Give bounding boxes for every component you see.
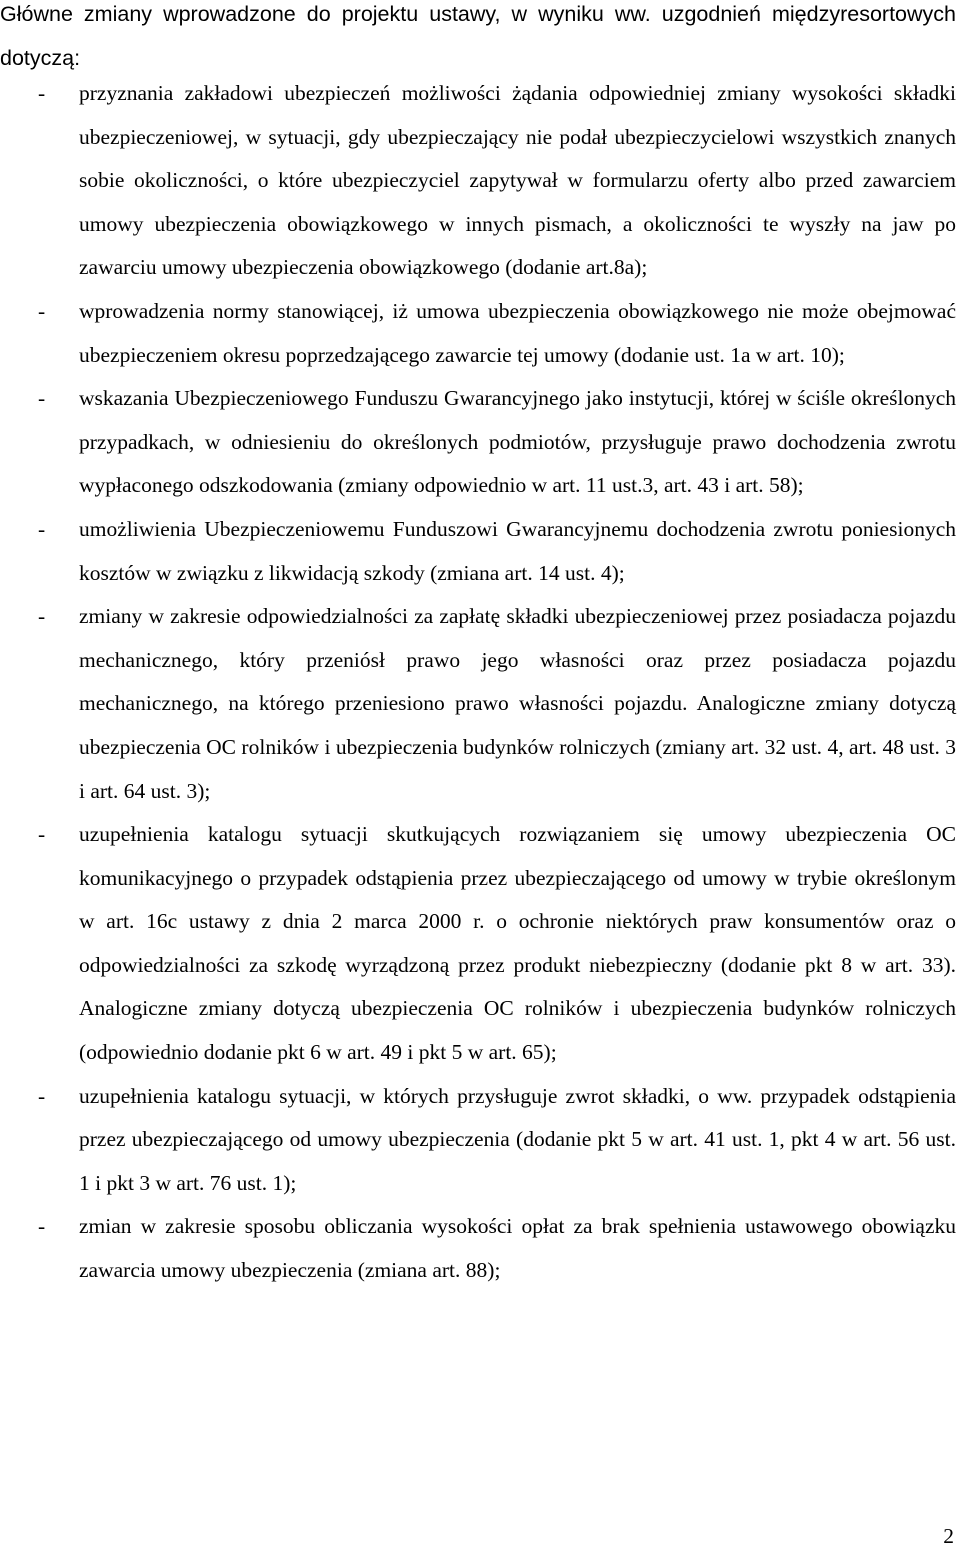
- list-item: [0, 377, 956, 508]
- bullet-dash: -: [38, 516, 46, 541]
- bullet-dash: -: [38, 298, 46, 323]
- list-item-text: uzupełnienia katalogu sytuacji, w których przysługuje zwrot składki, o ww. przypadek odstąpienia przez ubezpieczającego od umowy ubezpieczenia (dodanie pkt 5 w art. 41 ust. 1, pkt 4 w art. 56 ust. 1 i pkt 3 w art. 76 ust. 1);: [79, 1083, 956, 1195]
- list-item: [0, 595, 956, 813]
- list-item-text: wskazania Ubezpieczeniowego Funduszu Gwarancyjnego jako instytucji, której w ściśle określonych przypadkach, w odniesieniu do określonych podmiotów, przysługuje prawo dochodzenia zwrotu wypłaconego odszkodowania (zmiany odpowiednio w art. 11 ust.3, art. 43 i art. 58);: [79, 386, 956, 498]
- list-item: [0, 813, 956, 1075]
- bullet-dash: -: [38, 81, 46, 105]
- list-item-text: uzupełnienia katalogu sytuacji skutkujących rozwiązaniem się umowy ubezpieczenia OC komunikacyjnego o przypadek odstąpienia przez ubezpieczającego od umowy w trybie określonym w art. 16c ustawy z dnia 2 marca 2000 r. o ochronie niektórych praw konsumentów oraz o odpowiedzialności za szkodę wyrządzoną przez produkt niebezpieczny (dodanie pkt 8 w art. 33). Analogiczne zmiany dotyczą ubezpieczenia OC rolników i ubezpieczenia budynków rolniczych (odpowiednio dodanie pkt 6 w art. 49 i pkt 5 w art. 65);: [79, 822, 956, 1065]
- list-item: [0, 1205, 956, 1292]
- intro-paragraph: Główne zmiany wprowadzone do projektu ustawy, w wyniku ww. uzgodnień międzyresortowych dotyczą:: [0, 2, 956, 70]
- list-item: [0, 508, 956, 595]
- bullet-dash: -: [38, 604, 46, 629]
- list-item-text: przyznania zakładowi ubezpieczeń możliwości żądania odpowiedniej zmiany wysokości składki ubezpieczeniowej, w sytuacji, gdy ubezpieczający nie podał ubezpieczycielowi wszystkich znanych sobie okoliczności, o które ubezpieczyciel zapytywał w formularzu oferty albo przed zawarciem umowy ubezpieczenia obowiązkowego w innych pismach, a okoliczności te wyszły na jaw po zawarciu umowy ubezpieczenia obowiązkowego (dodanie art.8a);: [79, 81, 956, 280]
- bullet-dash: -: [38, 1083, 46, 1108]
- list-item: [0, 72, 956, 290]
- bullet-dash: -: [38, 386, 46, 411]
- list-item-text: zmian w zakresie sposobu obliczania wysokości opłat za brak spełnienia ustawowego obowiązku zawarcia umowy ubezpieczenia (zmiana art. 88);: [79, 1214, 956, 1283]
- bullet-dash: -: [38, 1214, 46, 1239]
- list-item-text: zmiany w zakresie odpowiedzialności za zapłatę składki ubezpieczeniowej przez posiadacza pojazdu mechanicznego, który przeniósł prawo jego własności oraz przez posiadacza pojazdu mechanicznego, na którego przeniesiono prawo własności pojazdu. Analogiczne zmiany dotyczą ubezpieczenia OC rolników i ubezpieczenia budynków rolniczych (zmiany art. 32 ust. 4, art. 48 ust. 3 i art. 64 ust. 3);: [79, 604, 956, 803]
- list-item-text: umożliwienia Ubezpieczeniowemu Funduszowi Gwarancyjnemu dochodzenia zwrotu poniesionych kosztów w związku z likwidacją szkody (zmiana art. 14 ust. 4);: [79, 516, 956, 585]
- changes-list: [0, 72, 956, 1293]
- page-number: 2: [943, 1524, 954, 1548]
- list-item: [0, 290, 956, 377]
- list-item: [0, 1075, 956, 1206]
- bullet-dash: -: [38, 822, 46, 847]
- list-item-text: wprowadzenia normy stanowiącej, iż umowa ubezpieczenia obowiązkowego nie może obejmować ubezpieczeniem okresu poprzedzającego zawarcie tej umowy (dodanie ust. 1a w art. 10);: [79, 298, 956, 367]
